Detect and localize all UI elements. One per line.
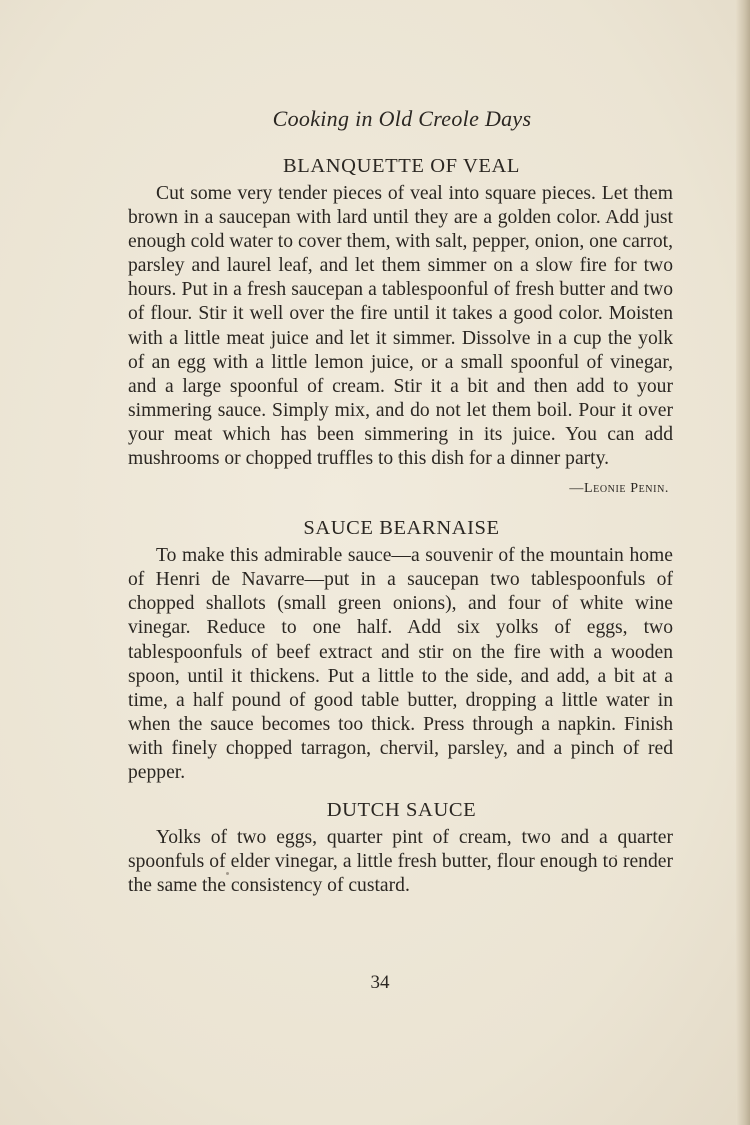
recipe-title: DUTCH SAUCE	[326, 799, 477, 822]
page-number: 34	[370, 972, 390, 993]
recipe-text: Yolks of two eggs, quarter pint of cream, two and a quarter spoonfuls of elder vinegar, a little fresh butter, flour enough to render the same the consistency of custard.	[128, 827, 673, 897]
recipe-text: Cut some very tender pieces of veal into square pieces. Let them brown in a saucepan with lard until they are a golden color. Add just enough cold water to cover them, with salt, pepper, onion, one carrot, parsley and laurel leaf, and let them simmer on a slow fire for two hours. Put in a fresh saucepan a tablespoonful of fresh butter and two of flour. Stir it well over the fire until it takes a good color. Moisten with a little meat juice and let it simmer. Dissolve in a cup the yolk of an egg with a little lemon juice, or a small spoonful of vinegar, and a large spoonful of cream. Stir it a bit and then add to your simmering sauce. Simply mix, and do not let them boil. Pour it over your meat which has been simmering in its juice. You can add mushrooms or chopped truffles to this dish for a dinner party. —Leonie Penin.	[128, 182, 673, 471]
running-head: Cooking in Old Creole Days	[272, 106, 532, 131]
recipe-attribution: —Leonie Penin.	[569, 481, 669, 497]
recipe-blanquette-of-veal	[128, 153, 673, 499]
recipe-title: SAUCE BEARNAISE	[303, 517, 500, 540]
page-edge	[736, 0, 750, 1125]
recipe-text: To make this admirable sauce—a souvenir of the mountain home of Henri de Navarre—put in a saucepan two tablespoonfuls of chopped shallots (small green onions), and four of white wine vinegar. Reduce to one half. Add six yolks of eggs, two tablespoonfuls of beef extract and stir on the fire with a wooden spoon, until it thickens. Put a little to the side, and add, a bit at a time, a half pound of good table butter, dropping a little water in when the sauce becomes too thick. Press through a napkin. Finish with finely chopped tarragon, chervil, parsley, and a pinch of red pepper.	[128, 545, 673, 783]
page-content	[128, 105, 673, 914]
recipe-dutch-sauce	[128, 797, 673, 898]
recipe-sauce-bearnaise	[128, 515, 673, 785]
recipe-title: BLANQUETTE OF VEAL	[282, 155, 521, 177]
